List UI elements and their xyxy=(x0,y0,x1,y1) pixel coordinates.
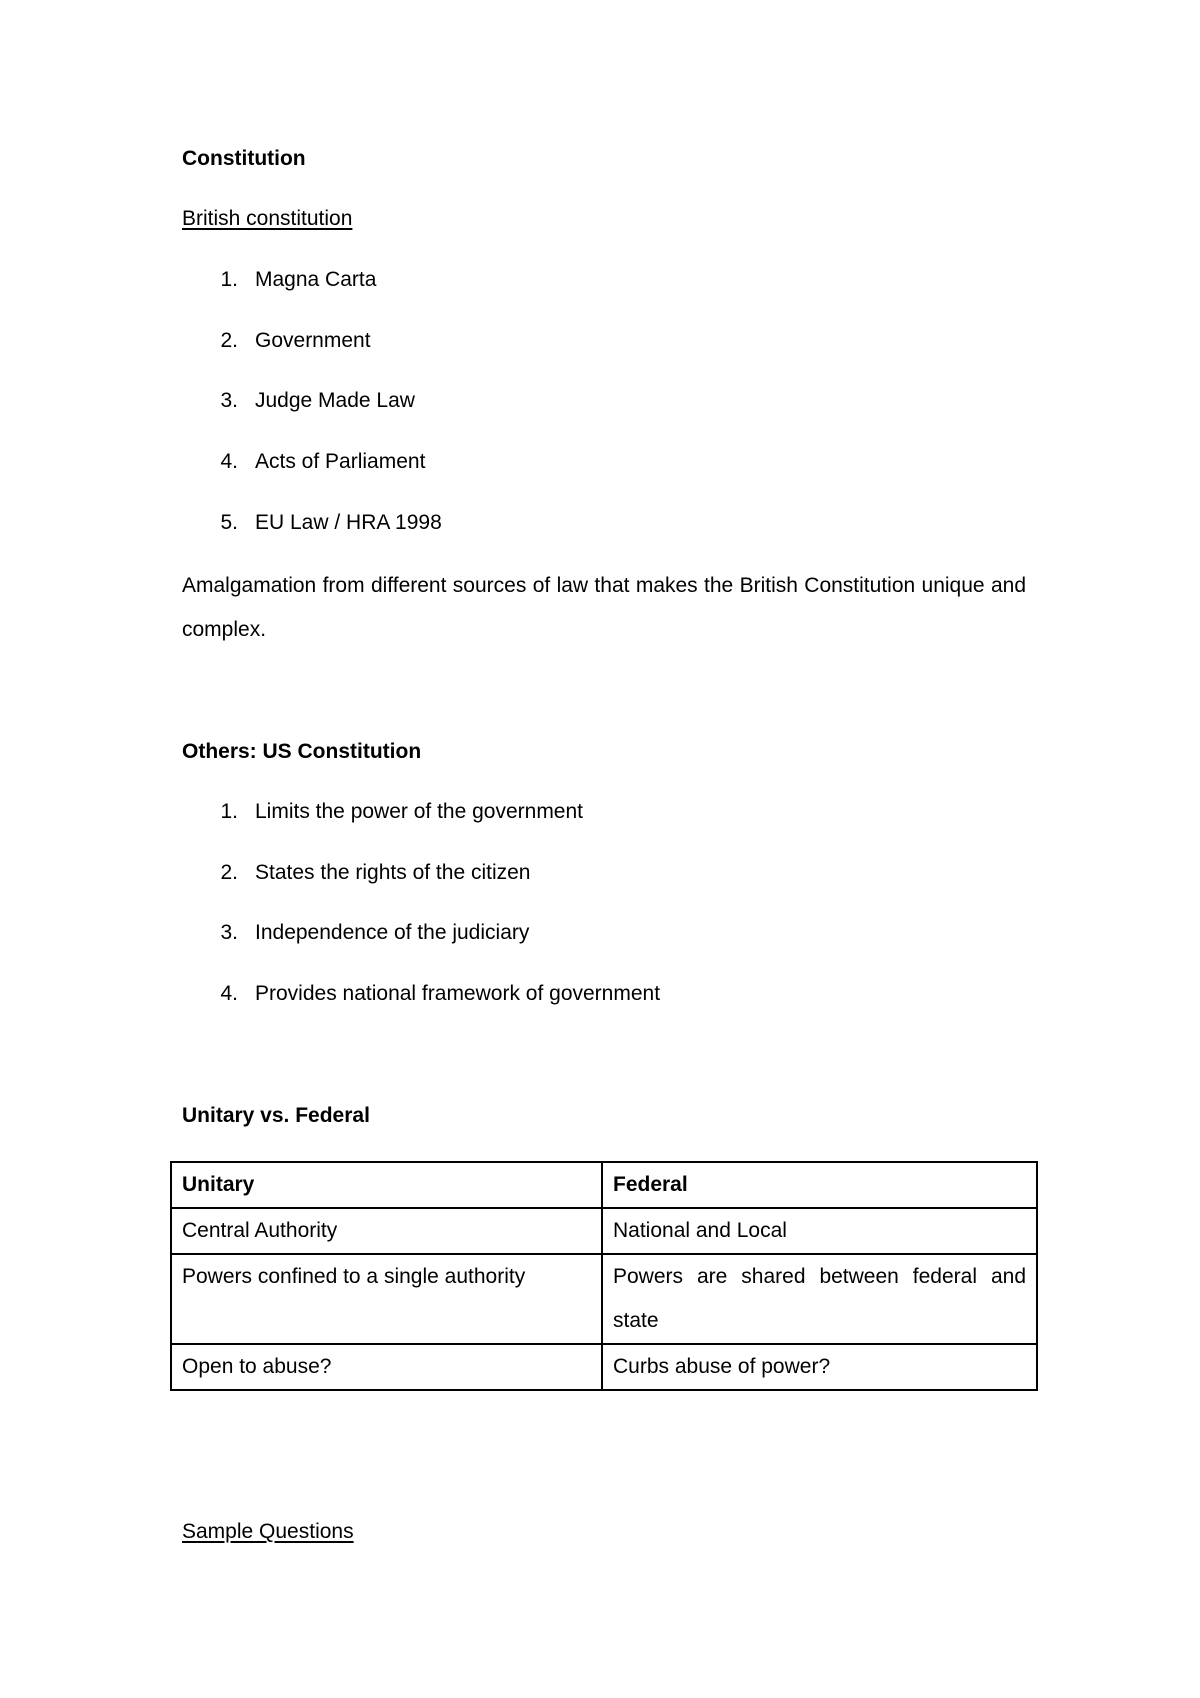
table-row xyxy=(171,1254,1037,1344)
list-item-text: EU Law / HRA 1998 xyxy=(255,511,442,534)
table-cell: Open to abuse? xyxy=(171,1344,602,1390)
comparison-heading: Unitary vs. Federal xyxy=(182,1104,370,1127)
list-item-text: States the rights of the citizen xyxy=(255,861,531,884)
table-cell: Central Authority xyxy=(171,1208,602,1254)
list-item-number: 2. xyxy=(220,329,238,352)
us-constitution-heading: Others: US Constitution xyxy=(182,740,422,763)
list-item-number: 5. xyxy=(220,511,238,534)
list-item-number: 1. xyxy=(220,268,238,291)
list-item-number: 4. xyxy=(220,450,238,473)
table-cell: Powers confined to a single authority xyxy=(171,1254,602,1344)
list-item-text: Provides national framework of government xyxy=(255,982,661,1005)
list-item-number: 3. xyxy=(220,921,238,944)
table-row xyxy=(171,1344,1037,1390)
list-item-number: 3. xyxy=(220,389,238,412)
list-item-text: Judge Made Law xyxy=(255,389,415,412)
list-item-number: 1. xyxy=(220,800,238,823)
table-header-cell: Unitary xyxy=(171,1162,602,1208)
list-item-text: Independence of the judiciary xyxy=(255,921,530,944)
table-row xyxy=(171,1208,1037,1254)
table-cell: Powers are shared between federal and state xyxy=(602,1254,1037,1344)
list-item-text: Magna Carta xyxy=(255,268,377,291)
list-item-text: Acts of Parliament xyxy=(255,450,426,473)
table-header-row xyxy=(171,1162,1037,1208)
sample-questions-heading: Sample Questions xyxy=(182,1520,354,1543)
table-cell: National and Local xyxy=(602,1208,1037,1254)
list-item-text: Government xyxy=(255,329,371,352)
table-cell: Curbs abuse of power? xyxy=(602,1344,1037,1390)
list-item-text: Limits the power of the government xyxy=(255,800,584,823)
british-constitution-heading: British constitution xyxy=(182,207,353,230)
british-summary-paragraph: Amalgamation from different sources of law that makes the British Constitution unique and complex. xyxy=(182,574,1026,641)
document-title: Constitution xyxy=(182,147,306,170)
comparison-table xyxy=(170,1161,1038,1391)
table-header-cell: Federal xyxy=(602,1162,1037,1208)
list-item-number: 2. xyxy=(220,861,238,884)
list-item-number: 4. xyxy=(220,982,238,1005)
